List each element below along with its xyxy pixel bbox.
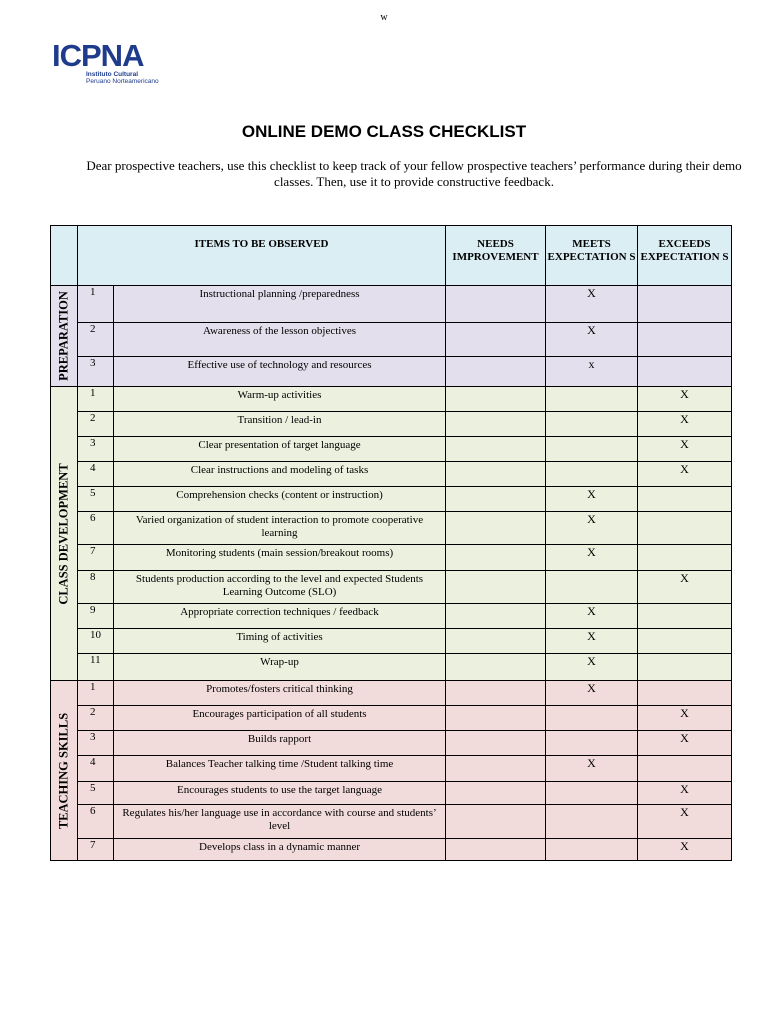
table-row [51, 604, 732, 629]
needs-improvement-mark [446, 437, 546, 462]
exceeds-expectations-mark: X [638, 462, 732, 487]
meets-expectations-mark [546, 387, 638, 412]
checklist-table [50, 225, 732, 861]
meets-expectations-mark: X [546, 323, 638, 357]
table-row [51, 387, 732, 412]
needs-improvement-mark [446, 357, 546, 387]
meets-expectations-mark: X [546, 512, 638, 545]
item-text: Transition / lead-in [114, 412, 446, 437]
table-row [51, 629, 732, 654]
item-number: 5 [78, 782, 114, 805]
item-text: Students production according to the level and expected Students Learning Outcome (SLO) [114, 571, 446, 604]
meets-expectations-mark [546, 782, 638, 805]
item-number: 9 [78, 604, 114, 629]
exceeds-expectations-mark: X [638, 805, 732, 839]
section-label-cell [51, 286, 78, 387]
item-text: Wrap-up [114, 654, 446, 681]
exceeds-expectations-mark: X [638, 387, 732, 412]
item-number: 3 [78, 437, 114, 462]
logo-subtitle-line1: Instituto Cultural [86, 71, 138, 78]
item-text: Clear instructions and modeling of tasks [114, 462, 446, 487]
exceeds-expectations-mark [638, 545, 732, 571]
item-text: Timing of activities [114, 629, 446, 654]
needs-improvement-mark [446, 545, 546, 571]
logo-subtitle [86, 71, 159, 85]
exceeds-expectations-mark: X [638, 412, 732, 437]
exceeds-expectations-mark: X [638, 782, 732, 805]
exceeds-expectations-mark: X [638, 839, 732, 861]
exceeds-expectations-mark [638, 756, 732, 782]
logo-wordmark: ICPNA [52, 38, 144, 73]
section-label: PREPARATION [56, 291, 71, 381]
table-row [51, 756, 732, 782]
table-header-row [51, 226, 732, 286]
needs-improvement-mark [446, 512, 546, 545]
item-number: 3 [78, 357, 114, 387]
meets-expectations-mark [546, 731, 638, 756]
table-row [51, 839, 732, 861]
table-row [51, 681, 732, 706]
meets-column-header: MEETS EXPECTATION S [546, 226, 638, 286]
item-text: Monitoring students (main session/breakout rooms) [114, 545, 446, 571]
item-number: 8 [78, 571, 114, 604]
exceeds-expectations-mark [638, 357, 732, 387]
item-text: Awareness of the lesson objectives [114, 323, 446, 357]
item-number: 2 [78, 412, 114, 437]
exceeds-expectations-mark [638, 604, 732, 629]
exceeds-column-header: EXCEEDS EXPECTATION S [638, 226, 732, 286]
item-text: Instructional planning /preparedness [114, 286, 446, 323]
table-row [51, 731, 732, 756]
items-column-header: ITEMS TO BE OBSERVED [78, 226, 446, 286]
meets-expectations-mark: X [546, 487, 638, 512]
item-number: 5 [78, 487, 114, 512]
section-label: CLASS DEVELOPMENT [56, 462, 71, 605]
needs-improvement-mark [446, 412, 546, 437]
checklist-body [51, 286, 732, 861]
exceeds-expectations-mark: X [638, 706, 732, 731]
logo-subtitle-line2: Peruano Norteamericano [86, 78, 159, 85]
meets-expectations-mark: X [546, 629, 638, 654]
meets-expectations-mark: X [546, 545, 638, 571]
table-row [51, 706, 732, 731]
exceeds-expectations-mark [638, 286, 732, 323]
needs-improvement-mark [446, 604, 546, 629]
exceeds-expectations-mark [638, 654, 732, 681]
exceeds-expectations-mark [638, 629, 732, 654]
table-row [51, 487, 732, 512]
table-row [51, 357, 732, 387]
exceeds-expectations-mark [638, 512, 732, 545]
table-row [51, 654, 732, 681]
section-label-cell [51, 387, 78, 681]
item-number: 1 [78, 681, 114, 706]
item-text: Appropriate correction techniques / feedback [114, 604, 446, 629]
needs-improvement-mark [446, 487, 546, 512]
meets-expectations-mark [546, 839, 638, 861]
section-label-cell [51, 681, 78, 861]
needs-improvement-mark [446, 731, 546, 756]
needs-improvement-mark [446, 839, 546, 861]
meets-expectations-mark [546, 437, 638, 462]
meets-expectations-mark [546, 462, 638, 487]
item-text: Builds rapport [114, 731, 446, 756]
meets-expectations-mark [546, 706, 638, 731]
item-number: 7 [78, 839, 114, 861]
needs-improvement-mark [446, 782, 546, 805]
meets-expectations-mark: X [546, 756, 638, 782]
item-number: 7 [78, 545, 114, 571]
needs-improvement-mark [446, 706, 546, 731]
meets-expectations-mark: X [546, 681, 638, 706]
item-text: Encourages students to use the target language [114, 782, 446, 805]
icpna-logo [52, 40, 172, 86]
item-text: Effective use of technology and resources [114, 357, 446, 387]
meets-expectations-mark: X [546, 286, 638, 323]
item-text: Clear presentation of target language [114, 437, 446, 462]
needs-improvement-mark [446, 654, 546, 681]
table-row [51, 412, 732, 437]
item-number: 3 [78, 731, 114, 756]
item-text: Warm-up activities [114, 387, 446, 412]
needs-column-header: NEEDS IMPROVEMENT [446, 226, 546, 286]
meets-expectations-mark [546, 805, 638, 839]
item-text: Balances Teacher talking time /Student talking time [114, 756, 446, 782]
table-row [51, 512, 732, 545]
exceeds-expectations-mark [638, 681, 732, 706]
item-text: Encourages participation of all students [114, 706, 446, 731]
item-number: 6 [78, 512, 114, 545]
exceeds-expectations-mark: X [638, 571, 732, 604]
needs-improvement-mark [446, 387, 546, 412]
item-text: Varied organization of student interaction to promote cooperative learning [114, 512, 446, 545]
needs-improvement-mark [446, 462, 546, 487]
header-mark: w [380, 12, 388, 23]
item-text: Promotes/fosters critical thinking [114, 681, 446, 706]
table-row [51, 437, 732, 462]
needs-improvement-mark [446, 805, 546, 839]
meets-expectations-mark [546, 412, 638, 437]
table-row [51, 805, 732, 839]
needs-improvement-mark [446, 571, 546, 604]
table-row [51, 286, 732, 323]
needs-improvement-mark [446, 286, 546, 323]
item-number: 10 [78, 629, 114, 654]
page-title: ONLINE DEMO CLASS CHECKLIST [241, 122, 527, 141]
corner-cell [51, 226, 78, 286]
exceeds-expectations-mark [638, 487, 732, 512]
exceeds-expectations-mark: X [638, 437, 732, 462]
needs-improvement-mark [446, 681, 546, 706]
item-number: 4 [78, 462, 114, 487]
table-row [51, 545, 732, 571]
item-number: 6 [78, 805, 114, 839]
table-row [51, 323, 732, 357]
needs-improvement-mark [446, 756, 546, 782]
item-number: 1 [78, 387, 114, 412]
item-number: 11 [78, 654, 114, 681]
meets-expectations-mark: X [546, 654, 638, 681]
meets-expectations-mark: X [546, 604, 638, 629]
intro-paragraph: Dear prospective teachers, use this checklist to keep track of your fellow prospective teachers’ performance during their demo classes. Then, use it to provide constructive feedback. [86, 158, 742, 189]
item-number: 1 [78, 286, 114, 323]
exceeds-expectations-mark [638, 323, 732, 357]
item-text: Regulates his/her language use in accordance with course and students’ level [114, 805, 446, 839]
needs-improvement-mark [446, 323, 546, 357]
section-label: TEACHING SKILLS [56, 712, 71, 829]
table-row [51, 782, 732, 805]
table-row [51, 462, 732, 487]
item-text: Develops class in a dynamic manner [114, 839, 446, 861]
item-text: Comprehension checks (content or instruction) [114, 487, 446, 512]
item-number: 4 [78, 756, 114, 782]
item-number: 2 [78, 706, 114, 731]
needs-improvement-mark [446, 629, 546, 654]
exceeds-expectations-mark: X [638, 731, 732, 756]
table-row [51, 571, 732, 604]
meets-expectations-mark: x [546, 357, 638, 387]
item-number: 2 [78, 323, 114, 357]
meets-expectations-mark [546, 571, 638, 604]
